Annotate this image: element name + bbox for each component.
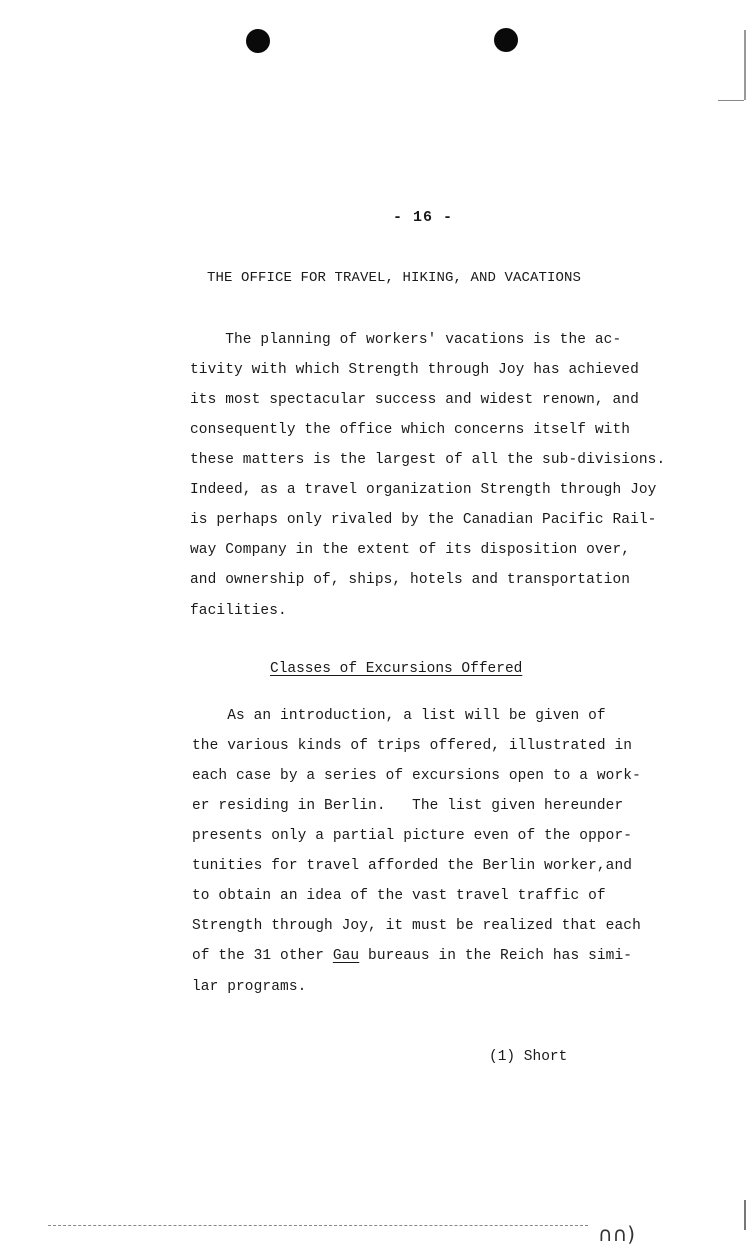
text-line: consequently the office which concerns itself with — [190, 422, 631, 438]
section-heading: THE OFFICE FOR TRAVEL, HIKING, AND VACATIONS — [207, 270, 582, 286]
punch-hole-right — [494, 28, 518, 52]
text-line: its most spectacular success and widest renown, and — [190, 392, 639, 408]
text-line: lar programs. — [192, 979, 307, 995]
text-segment: of the 31 other — [192, 948, 333, 964]
gau-term: Gau — [332, 948, 360, 964]
scan-edge-mark — [744, 1200, 746, 1230]
text-line: tunities for travel afforded the Berlin worker,and — [192, 858, 633, 874]
scan-edge-mark — [744, 30, 746, 100]
text-line: Indeed, as a travel organization Strength through Joy — [190, 482, 657, 498]
scan-edge-mark — [718, 100, 744, 101]
text-line: The planning of workers' vacations is the ac- — [190, 332, 622, 348]
text-line: As an introduction, a list will be given of — [192, 708, 606, 724]
text-segment: bureaus in the Reich has simi- — [359, 948, 633, 964]
text-line-gau — [192, 947, 632, 965]
continuation-catchword: (1) Short — [489, 1049, 568, 1065]
handwritten-mark: ∩∩) — [598, 1222, 636, 1246]
text-line: facilities. — [190, 603, 287, 619]
scan-bottom-edge — [48, 1225, 588, 1226]
text-line: to obtain an idea of the vast travel traffic of — [192, 888, 606, 904]
text-line: presents only a partial picture even of the oppor- — [192, 828, 633, 844]
text-line: way Company in the extent of its disposition over, — [190, 542, 631, 558]
page-number: - 16 - — [393, 209, 454, 226]
subsection-heading: Classes of Excursions Offered — [270, 661, 523, 677]
text-line: these matters is the largest of all the sub-divisions. — [190, 452, 666, 468]
text-line: and ownership of, ships, hotels and transportation — [190, 572, 631, 588]
punch-hole-left — [246, 29, 270, 53]
text-line: the various kinds of trips offered, illustrated in — [192, 738, 633, 754]
text-line: tivity with which Strength through Joy has achieved — [190, 362, 639, 378]
text-line: each case by a series of excursions open to a work- — [192, 768, 641, 784]
text-line: is perhaps only rivaled by the Canadian Pacific Rail- — [190, 512, 657, 528]
text-line: er residing in Berlin. The list given hereunder — [192, 798, 624, 814]
text-line: Strength through Joy, it must be realized that each — [192, 918, 641, 934]
